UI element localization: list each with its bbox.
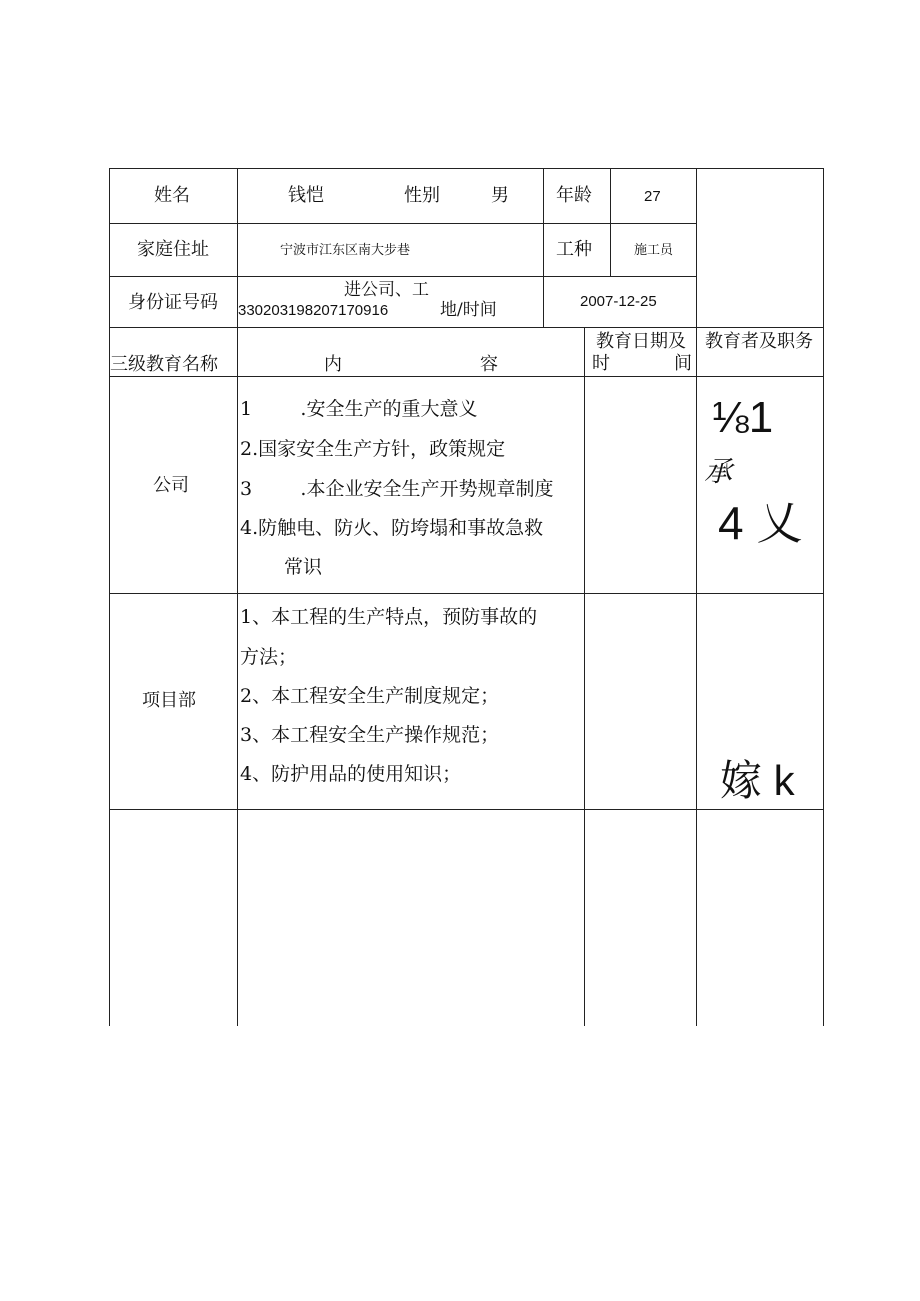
project-line-1: 1、本工程的生产特点，预防事故的 [240,606,538,628]
grid-line [109,327,824,328]
header-date-2b: 间 [674,353,692,374]
grid-line [109,168,110,1026]
grid-line [543,223,544,327]
address-label: 家庭住址 [137,239,209,260]
project-line-4: 3、本工程安全生产操作规范； [240,724,500,746]
job-label: 工种 [556,239,592,260]
row-name-project: 项目部 [142,690,196,711]
entry-label-line1: 进公司、工 [344,280,429,300]
job-value: 施工员 [634,243,674,258]
address-value: 宁波市江东区南大步巷 [280,243,411,258]
name-label: 姓名 [154,185,190,206]
entry-label-line2: 地/时间 [440,300,497,320]
grid-line [109,276,696,277]
grid-line [109,168,824,169]
id-value: 330203198207170916 [238,302,389,319]
header-date-2a: 时 [592,353,610,374]
project-line-3: 2、本工程安全生产制度规定； [240,685,500,707]
name-value: 钱恺 [288,185,324,206]
company-line-4: 4.防触电、防火、防垮塌和事故急救 [240,517,544,539]
gender-value: 男 [491,185,509,206]
header-level: 三级教育名称 [110,354,218,375]
grid-line [109,223,696,224]
grid-line [109,593,824,594]
header-content-1: 内 [324,354,342,375]
grid-line [696,168,697,1026]
project-line-2: 方法； [240,646,298,668]
grid-line [543,168,544,227]
header-content-2: 容 [480,354,498,375]
header-date-1: 教育日期及 [596,331,686,352]
grid-line [109,809,824,810]
company-signature-3: 4 乂 [718,497,803,549]
header-educator: 教育者及职务 [705,331,813,352]
row-name-company: 公司 [153,475,189,496]
entry-date: 2007-12-25 [580,293,657,310]
grid-line [237,168,238,1026]
grid-line [584,327,585,1026]
age-value: 27 [644,188,661,205]
company-line-1: 1 .安全生产的重大意义 [240,398,478,420]
grid-line [823,168,824,1026]
grid-line [109,376,824,377]
company-line-5: 常识 [284,556,323,578]
company-line-3: 3 .本企业安全生产开势规章制度 [240,478,554,500]
age-label: 年龄 [556,185,592,206]
company-signature-1: ⅛1 [712,393,774,442]
project-signature: 嫁 k [720,757,795,804]
grid-line [610,168,611,276]
id-label: 身份证号码 [128,292,218,313]
company-line-2: 2.国家安全生产方针，政策规定 [240,438,506,460]
project-line-5: 4、防护用品的使用知识； [240,763,462,785]
gender-label: 性别 [404,185,440,206]
company-signature-2: 承 [704,455,733,488]
